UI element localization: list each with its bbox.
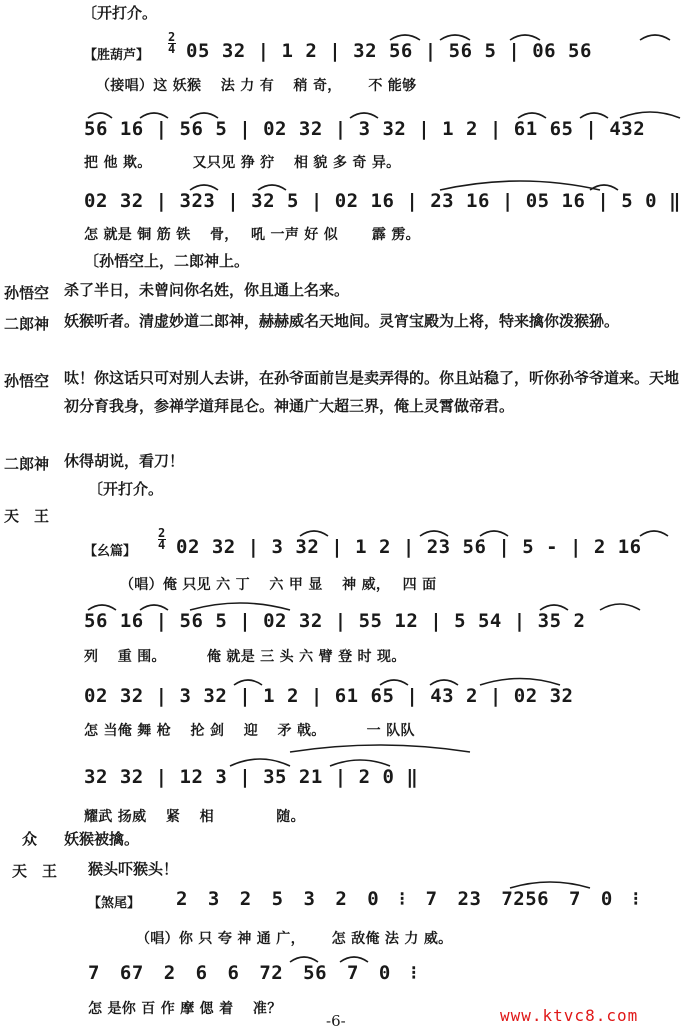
speaker-name: 众 — [22, 830, 38, 848]
lyric-line: （唱）俺 只见 六 丁 六 甲 显 神 威， 四 面 — [120, 577, 437, 593]
dialogue-text: 妖猴听者。清虚妙道二郎神，赫赫威名天地间。灵宵宝殿为上将，特来擒你泼猴狲。 — [64, 312, 620, 330]
speaker-name: 孙悟空 — [4, 372, 50, 390]
dialogue-text: 猴头吓猴头！ — [88, 860, 179, 878]
lyric-line: （唱）你 只 夸 神 通 广， 怎 敌俺 法 力 威。 — [136, 931, 453, 947]
speaker-name: 天 王 — [4, 507, 50, 525]
tune-name: 【胜葫芦】 — [84, 48, 150, 63]
stage-direction: 〔开打介。 — [88, 480, 164, 498]
tune-name: 【幺篇】 — [84, 544, 137, 559]
site-watermark: www.ktvc8.com — [500, 1006, 639, 1025]
page-number: -6- — [326, 1012, 346, 1030]
notation-line: 56 16 | 56 5 | 02 32 | 55 12 | 5 54 | 35 2 — [84, 610, 586, 632]
notation-line: 02 32 | 3 32 | 1 2 | 61 65 | 43 2 | 02 32 — [84, 685, 574, 707]
notation-line: 7 67 2 6 6 72 56 7 0 ⁝ — [88, 962, 418, 984]
dialogue-text: 妖猴被擒。 — [64, 830, 140, 848]
notation-line: 32 32 | 12 3 | 35 21 | 2 0 ‖ — [84, 766, 419, 788]
lyric-line: 怎 就是 铜 筋 铁 骨， 吼 一声 好 似 霹 雳。 — [84, 227, 420, 243]
dialogue-text: 杀了半日，未曾问你名姓，你且通上名来。 — [64, 281, 350, 299]
lyric-line: 怎 是你 百 作 摩 偲 着 准？ — [88, 1001, 282, 1017]
speaker-name: 孙悟空 — [4, 284, 50, 302]
stage-direction: 〔开打介。 — [82, 4, 158, 22]
lyric-line: 耀武 扬威 紧 相 随。 — [84, 809, 305, 825]
dialogue-text: 休得胡说，看刀！ — [64, 452, 185, 470]
time-signature: 2 4 — [158, 526, 166, 552]
speaker-name: 二郎神 — [4, 455, 50, 473]
lyric-line: 把 他 欺。 又只见 狰 狞 相 貌 多 奇 异。 — [84, 155, 401, 171]
notation-line: 56 16 | 56 5 | 02 32 | 3 32 | 1 2 | 61 65 | 432 — [84, 118, 646, 140]
tune-name: 【煞尾】 — [88, 896, 141, 911]
speaker-name: 天 王 — [12, 862, 58, 880]
notation-line: 02 32 | 3 32 | 1 2 | 23 56 | 5 - | 2 16 — [176, 536, 642, 558]
notation-line: 05 32 | 1 2 | 32 56 | 56 5 | 06 56 — [186, 40, 592, 62]
lyric-line: （接唱）这 妖猴 法 力 有 稍 奇， 不 能够 — [96, 78, 417, 94]
lyric-line: 怎 当俺 舞 枪 抡 剑 迎 矛 戟。 一 队队 — [84, 723, 415, 739]
speaker-name: 二郎神 — [4, 315, 50, 333]
time-signature: 2 4 — [168, 30, 176, 56]
notation-line: 2 3 2 5 3 2 0 ⁝ 7 23 7256 7 0 ⁝ — [176, 888, 640, 910]
notation-line: 02 32 | 323 | 32 5 | 02 16 | 23 16 | 05 16 | 5 0 ‖ — [84, 190, 681, 212]
lyric-line: 列 重 围。 俺 就是 三 头 六 臂 登 时 现。 — [84, 649, 406, 665]
stage-direction: 〔孙悟空上，二郎神上。 — [84, 252, 250, 270]
dialogue-text: 呔！你这话只可对别人去讲，在孙爷面前岂是卖弄得的。你且站稳了，听你孙爷爷道来。天地初分育我身，参禅学道拜昆仑。神通广大超三界，俺上灵霄做帝君。 — [64, 369, 680, 415]
